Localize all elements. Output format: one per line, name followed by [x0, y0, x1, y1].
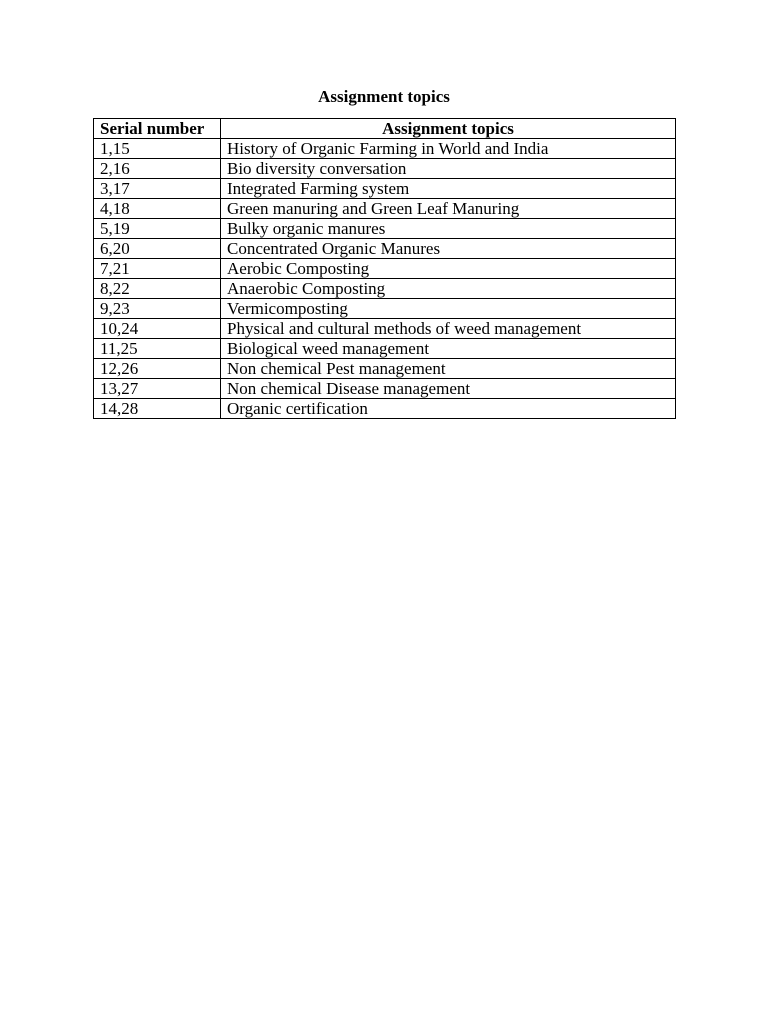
- table-row: [94, 159, 676, 179]
- topic-cell: Non chemical Pest management: [221, 359, 676, 379]
- topic-cell: Anaerobic Composting: [221, 279, 676, 299]
- table-row: [94, 299, 676, 319]
- table-row: [94, 219, 676, 239]
- serial-number-cell: 13,27: [94, 379, 221, 399]
- serial-number-cell: 5,19: [94, 219, 221, 239]
- topic-cell: Vermicomposting: [221, 299, 676, 319]
- table-row: [94, 259, 676, 279]
- table-row: [94, 179, 676, 199]
- serial-number-cell: 4,18: [94, 199, 221, 219]
- serial-number-cell: 10,24: [94, 319, 221, 339]
- table-row: [94, 199, 676, 219]
- topic-cell: Green manuring and Green Leaf Manuring: [221, 199, 676, 219]
- serial-number-cell: 7,21: [94, 259, 221, 279]
- header-serial-number: Serial number: [94, 119, 221, 139]
- table-row: [94, 379, 676, 399]
- topic-cell: Integrated Farming system: [221, 179, 676, 199]
- topic-cell: Non chemical Disease management: [221, 379, 676, 399]
- topic-cell: Organic certification: [221, 399, 676, 419]
- table-header-row: [94, 119, 676, 139]
- serial-number-cell: 14,28: [94, 399, 221, 419]
- serial-number-cell: 8,22: [94, 279, 221, 299]
- serial-number-cell: 1,15: [94, 139, 221, 159]
- assignment-topics-table: [93, 118, 676, 419]
- table-row: [94, 359, 676, 379]
- table-row: [94, 139, 676, 159]
- table-row: [94, 339, 676, 359]
- serial-number-cell: 9,23: [94, 299, 221, 319]
- topic-cell: Aerobic Composting: [221, 259, 676, 279]
- serial-number-cell: 12,26: [94, 359, 221, 379]
- serial-number-cell: 6,20: [94, 239, 221, 259]
- table-row: [94, 319, 676, 339]
- topic-cell: History of Organic Farming in World and India: [221, 139, 676, 159]
- topic-cell: Bulky organic manures: [221, 219, 676, 239]
- topic-cell: Physical and cultural methods of weed management: [221, 319, 676, 339]
- page-title: Assignment topics: [318, 87, 450, 106]
- serial-number-cell: 2,16: [94, 159, 221, 179]
- serial-number-cell: 3,17: [94, 179, 221, 199]
- header-assignment-topics: Assignment topics: [221, 119, 676, 139]
- topic-cell: Biological weed management: [221, 339, 676, 359]
- table-row: [94, 279, 676, 299]
- serial-number-cell: 11,25: [94, 339, 221, 359]
- table-row: [94, 239, 676, 259]
- topic-cell: Concentrated Organic Manures: [221, 239, 676, 259]
- topic-cell: Bio diversity conversation: [221, 159, 676, 179]
- table-row: [94, 399, 676, 419]
